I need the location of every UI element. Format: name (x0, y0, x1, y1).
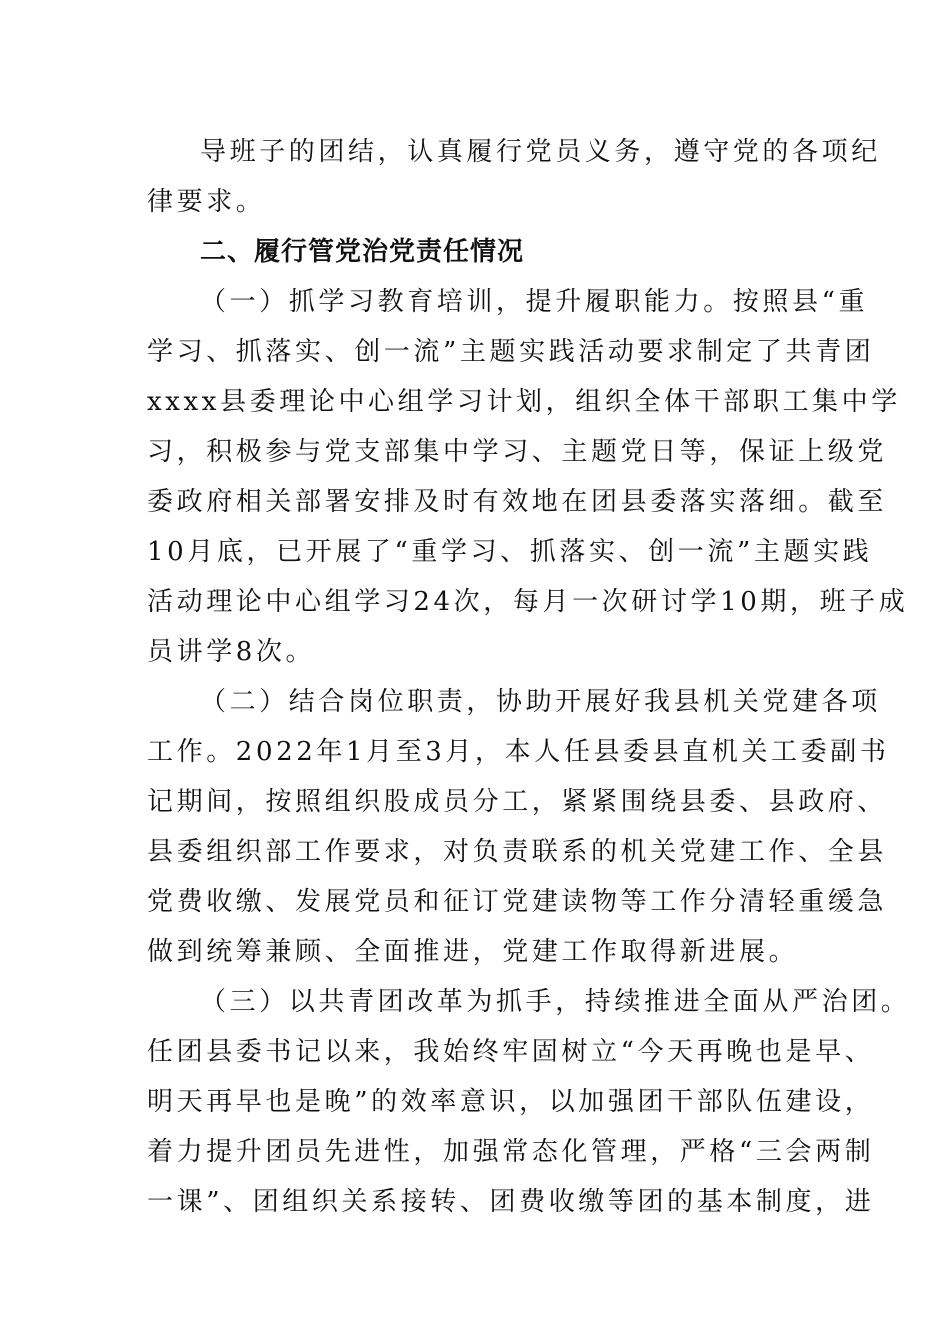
text-line: 着力提升团员先进性，加强常态化管理，严格“三会两制 (147, 1137, 875, 1167)
text-line: （一）抓学习教育培训，提升履职能力。按照县“重 (200, 287, 869, 317)
text-line: 县委组织部工作要求，对负责联系的机关党建工作、全县 (147, 837, 888, 867)
text-line: 员讲学8次。 (147, 637, 316, 667)
text-line: 记期间，按照组织股成员分工，紧紧围绕县委、县政府、 (147, 787, 888, 817)
text-line: 任团县委书记以来，我始终牢固树立“今天再晚也是早、 (147, 1037, 875, 1067)
text-line: 10月底，已开展了“重学习、抓落实、创一流”主题实践 (147, 537, 873, 567)
text-line: （二）结合岗位职责，协助开展好我县机关党建各项 (200, 687, 881, 717)
text-line: 导班子的团结，认真履行党员义务，遵守党的各项纪 (200, 137, 881, 167)
text-line: 学习、抓落实、创一流”主题实践活动要求制定了共青团 (147, 337, 875, 367)
text-line: （三）以共青团改革为抓手，持续推进全面从严治团。 (200, 987, 911, 1017)
text-line: 习，积极参与党支部集中学习、主题党日等，保证上级党 (147, 437, 888, 467)
text-line: 做到统筹兼顾、全面推进，党建工作取得新进展。 (147, 937, 799, 967)
text-line: xxxx县委理论中心组学习计划，组织全体干部职工集中学 (147, 387, 901, 417)
text-line: 工作。2022年1月至3月，本人任县委县直机关工委副书 (147, 737, 890, 767)
text-line: 委政府相关部署安排及时有效地在团县委落实落细。截至 (147, 487, 888, 517)
text-line: 明天再早也是晚”的效率意识，以加强团干部队伍建设， (147, 1087, 875, 1117)
text-line: 一课”、团组织关系接转、团费收缴等团的基本制度，进 (147, 1187, 875, 1217)
text-line: 活动理论中心组学习24次，每月一次研讨学10期，班子成 (147, 587, 909, 617)
text-line: 党费收缴、发展党员和征订党建读物等工作分清轻重缓急 (147, 887, 888, 917)
section-heading: 二、履行管党治党责任情况 (200, 237, 525, 267)
text-line: 律要求。 (147, 187, 266, 217)
